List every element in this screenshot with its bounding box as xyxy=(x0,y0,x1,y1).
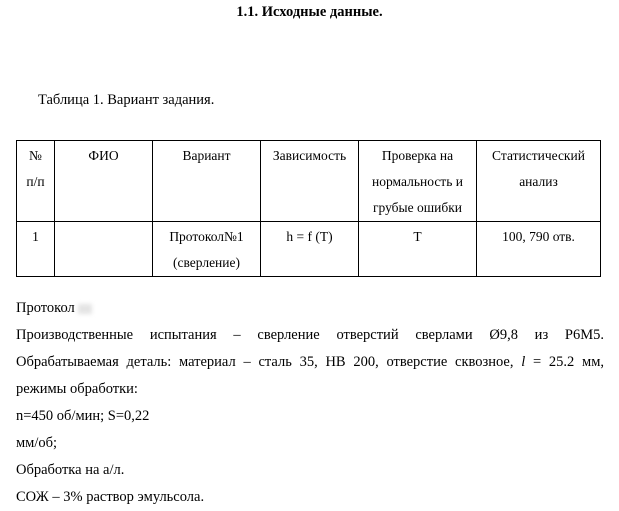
test-description-line: Производственные испытания – сверление отверстий сверлами Ø9,8 из Р6М5. xyxy=(16,327,604,343)
cell-statistical-analysis: 100, 790 отв. xyxy=(477,222,601,277)
header-number: № п/п xyxy=(17,141,55,222)
cell-fio xyxy=(55,222,153,277)
feed-unit-line: мм/об; xyxy=(16,435,58,451)
header-statistical-analysis: Статистический анализ xyxy=(477,141,601,222)
cell-number: 1 xyxy=(17,222,55,277)
table-caption: Таблица 1. Вариант задания. xyxy=(38,92,215,108)
cell-normality-check: T xyxy=(359,222,477,277)
header-fio: ФИО xyxy=(55,141,153,222)
table-row xyxy=(17,222,601,277)
protocol-label: Протокол xyxy=(16,300,75,316)
table-header-row xyxy=(17,141,601,222)
length-symbol: l xyxy=(521,354,526,370)
redacted-mark xyxy=(78,304,92,314)
protocol-label-line xyxy=(16,295,604,322)
section-heading: 1.1. Исходные данные. xyxy=(236,4,383,20)
machine-line: Обработка на а/л. xyxy=(16,462,125,478)
cell-variant: Протокол№1 (сверление) xyxy=(153,222,261,277)
header-normality-check: Проверка на нормальность и грубые ошибки xyxy=(359,141,477,222)
workpiece-line: Обрабатываемая деталь: материал – сталь 35, НВ 200, отверстие сквозное, l = 25.2 мм, xyxy=(16,354,605,370)
modes-line: режимы обработки: xyxy=(16,381,138,397)
coolant-line: СОЖ – 3% раствор эмульсола. xyxy=(16,489,205,505)
variant-table xyxy=(16,140,601,277)
header-variant: Вариант xyxy=(153,141,261,222)
speed-feed-line: n=450 об/мин; S=0,22 xyxy=(16,408,150,424)
header-dependency: Зависимость xyxy=(261,141,359,222)
protocol-description xyxy=(16,295,604,511)
cell-dependency: h = f (T) xyxy=(261,222,359,277)
